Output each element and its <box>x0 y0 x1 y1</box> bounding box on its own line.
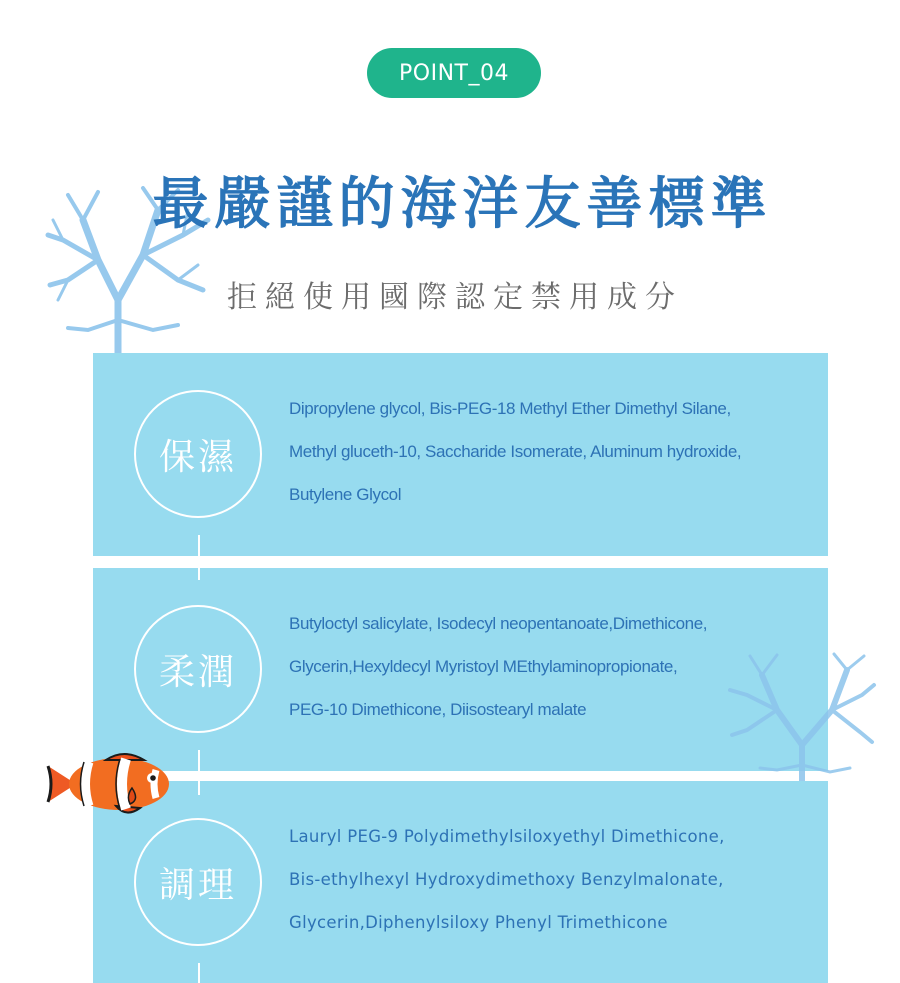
ingredient-list <box>289 387 819 516</box>
ingredient-line: Dipropylene glycol, Bis-PEG-18 Methyl Ether Dimethyl Silane, <box>289 399 731 418</box>
ingredient-card-moisturizing <box>93 353 828 556</box>
connector-line <box>198 568 200 580</box>
connector-line <box>198 781 200 795</box>
category-label: 調理 <box>158 864 237 906</box>
ingredient-list <box>289 815 819 944</box>
ingredient-line: Glycerin,Hexyldecyl Myristoyl MEthylaminopropionate, <box>289 657 678 676</box>
category-circle <box>134 605 262 733</box>
connector-line <box>198 750 200 771</box>
clownfish-icon <box>44 748 172 820</box>
point-badge: POINT_04 <box>367 48 541 98</box>
ingredient-line: PEG-10 Dimethicone, Diisostearyl malate <box>289 700 587 719</box>
connector-line <box>198 963 200 983</box>
ingredient-line: Bis-ethylhexyl Hydroxydimethoxy Benzylmalonate, <box>289 870 724 889</box>
category-circle <box>134 390 262 518</box>
category-circle <box>134 818 262 946</box>
ingredient-line: Lauryl PEG-9 Polydimethylsiloxyethyl Dimethicone, <box>289 827 725 846</box>
subheadline: 拒絕使用國際認定禁用成分 <box>227 280 683 315</box>
connector-line <box>198 535 200 556</box>
ingredient-card-conditioning <box>93 781 828 983</box>
ingredient-line: Butylene Glycol <box>289 485 402 504</box>
ingredient-line: Methyl gluceth-10, Saccharide Isomerate, Aluminum hydroxide, <box>289 442 742 461</box>
ingredient-line: Butyloctyl salicylate, Isodecyl neopentanoate,Dimethicone, <box>289 614 708 633</box>
headline: 最嚴謹的海洋友善標準 <box>152 172 773 237</box>
category-label: 保濕 <box>158 436 237 478</box>
category-label: 柔潤 <box>158 651 237 693</box>
coral-icon <box>722 650 880 790</box>
ingredient-line: Glycerin,Diphenylsiloxy Phenyl Trimethicone <box>289 913 668 932</box>
ingredient-card-softening <box>93 568 828 771</box>
